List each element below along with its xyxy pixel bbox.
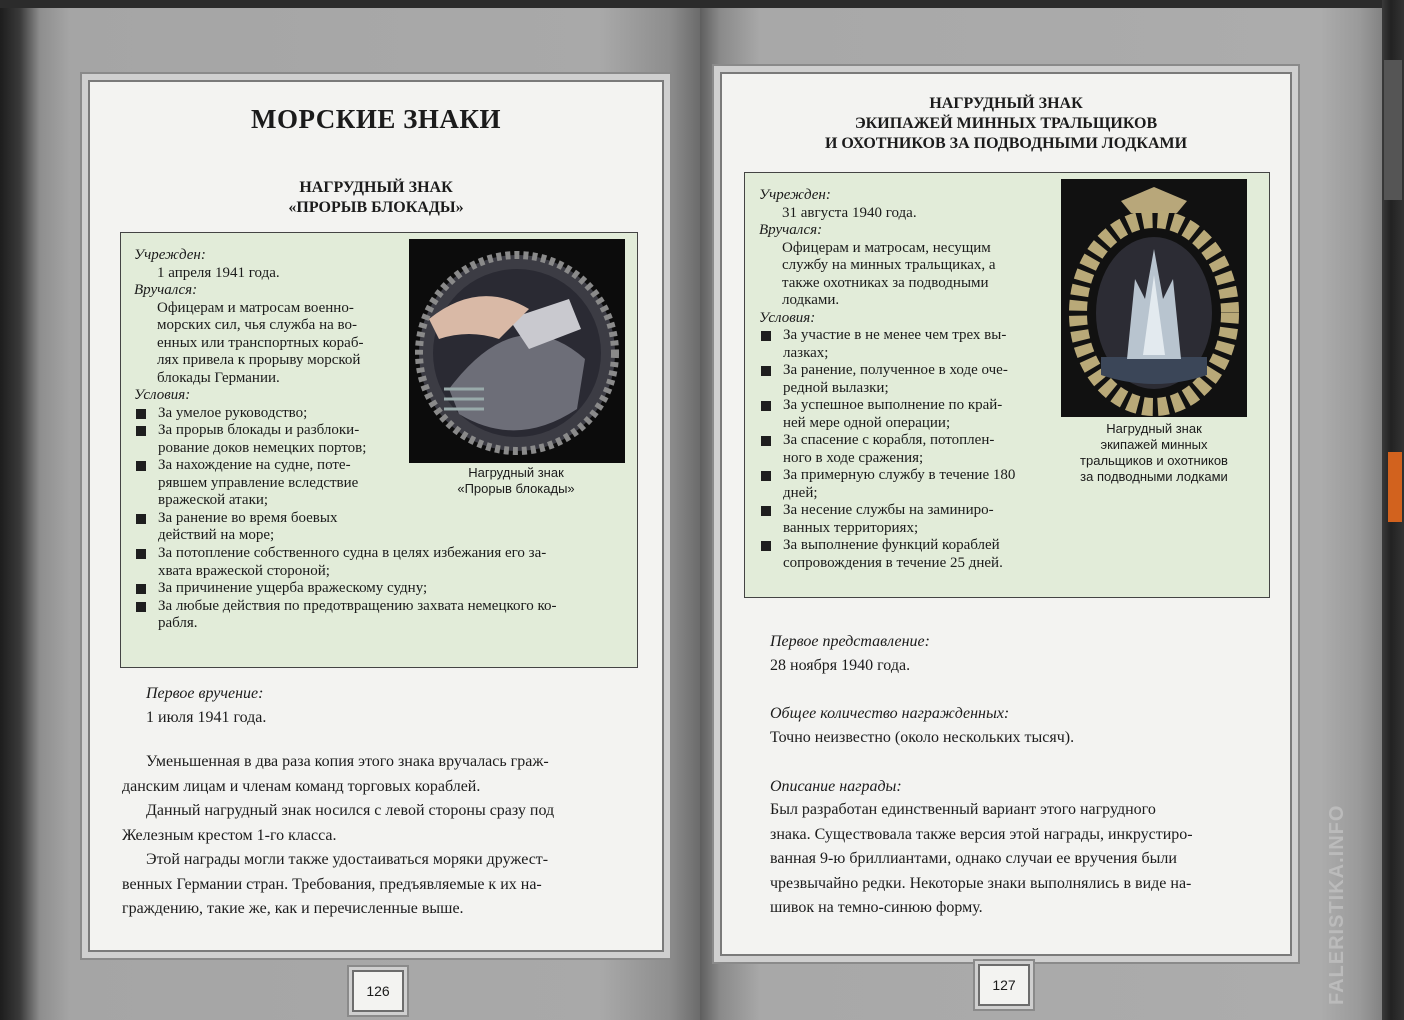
minesweeper-badge-photo <box>1061 179 1247 417</box>
condition-item: За выполнение функций кораблей сопровождения в течение 25 дней. <box>759 537 1047 572</box>
first-presentation-value: 28 ноября 1940 года. <box>770 657 911 674</box>
info-text-wide <box>134 545 634 633</box>
awarded-line: блокады Германии. <box>157 369 280 386</box>
body-text: Уменьшенная в два раза копия этого знака вручалась граж- данским лицам и членам команд торговых кораблей. Данный нагрудный знак носился с левой стороны сразу под Железным крестом 1-го класса. Этой награды могли также удостаиваться моряки дружест- венных Германии стран. Требования, предъявляемые к их на- граждению, такие же, как и перечисленные выше. <box>122 753 555 917</box>
established-label: Учрежден: <box>759 187 831 203</box>
description-label: Описание награды: <box>770 778 902 795</box>
awarded-label: Вручался: <box>134 282 198 298</box>
condition-item: За нахождение на судне, поте- рявшем управление вследствие вражеской атаки; <box>134 457 414 510</box>
condition-item: За причинение ущерба вражескому судну; <box>134 580 634 598</box>
right-page <box>700 8 1390 1020</box>
badge-title-line1: НАГРУДНЫЙ ЗНАК <box>299 179 453 196</box>
first-presentation-label: Первое представление: <box>770 633 930 650</box>
page-title-line1: НАГРУДНЫЙ ЗНАК <box>929 95 1083 112</box>
book-edge <box>1382 0 1404 1020</box>
awarded-line: морских сил, чья служба на во- <box>157 317 357 333</box>
info-box <box>744 172 1270 598</box>
condition-item: За участие в не менее чем трех вы- лазках; <box>759 327 1047 362</box>
photo-caption: Нагрудный знак экипажей минных тральщиков и охотников за подводными лодками <box>1080 421 1228 484</box>
watermark-text: FALERISTIKA.INFO <box>1326 804 1348 1005</box>
awarded-line: Офицерам и матросам, несущим <box>782 239 991 256</box>
total-label: Общее количество награжденных: <box>770 705 1010 722</box>
condition-item: За успешное выполнение по край- ней мере одной операции; <box>759 397 1047 432</box>
condition-item: За любые действия по предотвращению захвата немецкого ко- рабля. <box>134 598 634 633</box>
condition-item: За умелое руководство; <box>134 405 414 423</box>
awarded-line: службу на минных тральщиках, а <box>782 257 996 273</box>
info-text <box>134 247 414 545</box>
page-title-line3: И ОХОТНИКОВ ЗА ПОДВОДНЫМИ ЛОДКАМИ <box>824 135 1188 152</box>
first-award-value: 1 июля 1941 года. <box>146 709 267 726</box>
section-title: МОРСКИЕ ЗНАКИ <box>251 104 501 134</box>
page-number: 127 <box>978 964 1030 1006</box>
conditions-label: Условия: <box>134 387 191 403</box>
breakthrough-badge-photo <box>409 239 625 463</box>
info-box <box>120 232 638 668</box>
condition-item: За несение службы на заминиро- ванных территориях; <box>759 502 1047 537</box>
info-text <box>759 187 1047 572</box>
badge-title-line2: «ПРОРЫВ БЛОКАДЫ» <box>288 199 464 216</box>
condition-item: За ранение, полученное в ходе оче- редной вылазки; <box>759 362 1047 397</box>
awarded-line: также охотниках за подводными <box>782 274 989 291</box>
conditions-label: Условия: <box>759 309 816 326</box>
right-page-frame <box>720 72 1292 956</box>
awarded-line: енных или транспортных кораб- <box>157 334 364 351</box>
condition-item: За потопление собственного судна в целях избежания его за- хвата вражеской стороной; <box>134 545 634 580</box>
total-value: Точно неизвестно (около нескольких тысяч). <box>770 729 1075 746</box>
page-number: 126 <box>352 970 404 1012</box>
first-award-label: Первое вручение: <box>146 685 264 702</box>
description-text: Был разработан единственный вариант этого нагрудного знака. Существовала также версия этой награды, инкрустиро- ванная 9-ю бриллиантами, однако случаи ее вручения были чрезвычайно редки. Некоторые знаки выполнялись в виде на- шивок на темно-синюю форму. <box>770 801 1193 916</box>
established-value: 31 августа 1940 года. <box>782 204 917 221</box>
left-page-frame <box>88 80 664 952</box>
condition-item: За ранение во время боевых действий на море; <box>134 510 414 545</box>
left-page <box>0 8 700 1020</box>
awarded-line: Офицерам и матросам военно- <box>157 299 354 316</box>
condition-item: За примерную службу в течение 180 дней; <box>759 467 1047 502</box>
page-title-line2: ЭКИПАЖЕЙ МИННЫХ ТРАЛЬЩИКОВ <box>854 115 1158 132</box>
awarded-line: лях привела к прорыву морской <box>157 352 361 368</box>
awarded-label: Вручался: <box>759 222 823 238</box>
condition-item: За прорыв блокады и разблоки- рование доков немецких портов; <box>134 422 414 457</box>
photo-caption: Нагрудный знак «Прорыв блокады» <box>457 465 575 496</box>
awarded-line: лодками. <box>782 292 840 308</box>
established-label: Учрежден: <box>134 247 206 263</box>
condition-item: За спасение с корабля, потоплен- ного в ходе сражения; <box>759 432 1047 467</box>
established-value: 1 апреля 1941 года. <box>157 264 280 281</box>
